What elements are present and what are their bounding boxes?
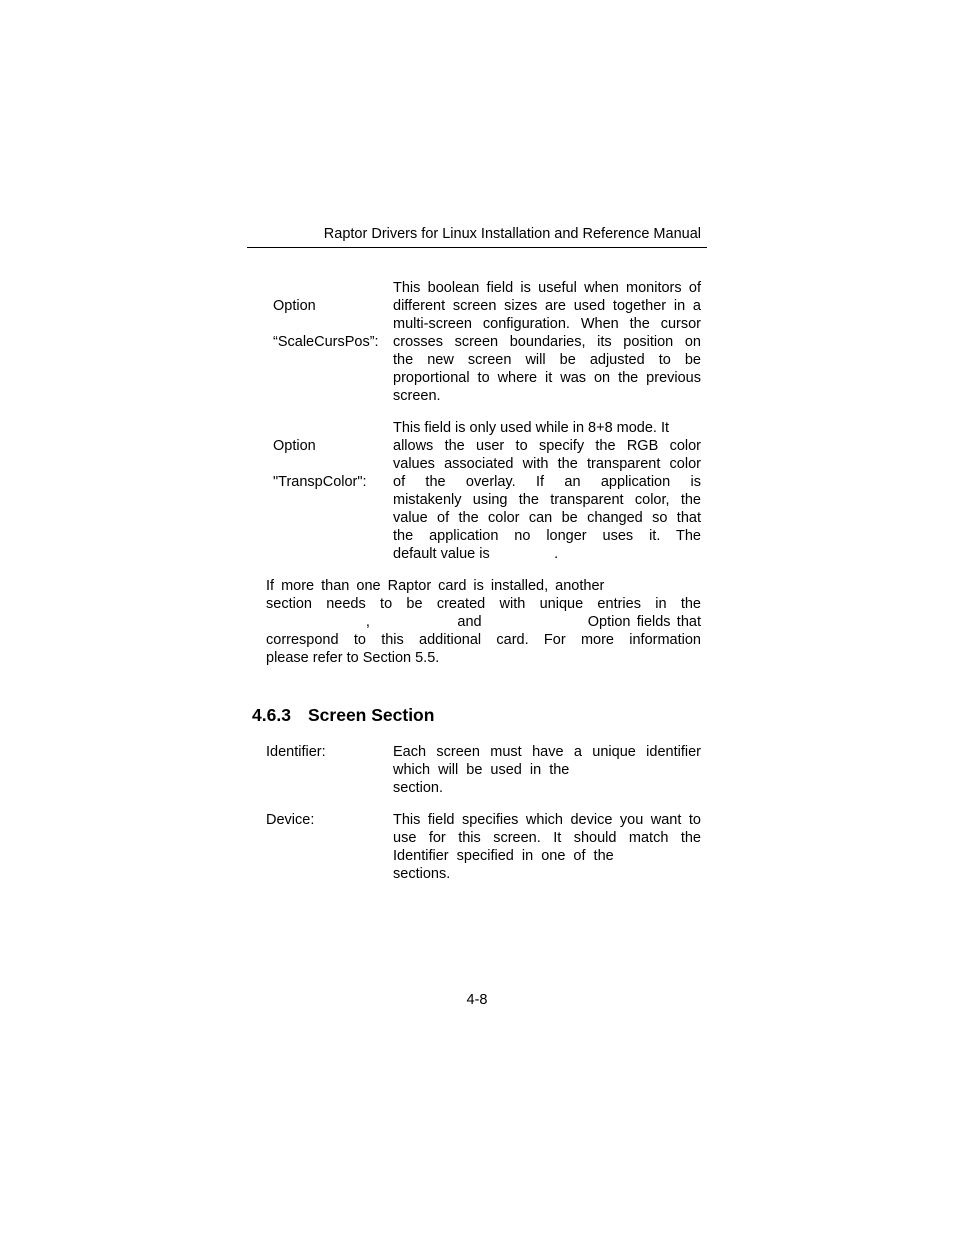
option-term-line1: Option	[273, 298, 316, 314]
description-line: use for this screen. It should match the	[393, 830, 701, 846]
description-line: default value is .	[393, 546, 559, 562]
running-header: Raptor Drivers for Linux Installation and Reference Manual	[247, 225, 707, 248]
description-line: of the overlay. If an application is	[393, 474, 701, 490]
description-line: crosses screen boundaries, its position on	[393, 334, 701, 350]
description-line: This field specifies which device you want to	[393, 812, 701, 828]
option-term	[273, 279, 379, 351]
section-number: 4.6.3	[252, 705, 291, 725]
field-description	[393, 811, 719, 883]
description-line: sections.	[393, 866, 451, 882]
description-line: which will be used in the	[393, 762, 722, 778]
field-term: Device:	[266, 812, 315, 828]
description-line: proportional to where it was on the previous	[393, 370, 701, 386]
paragraph-line: correspond to this additional card. For more information	[266, 632, 701, 648]
description-line: This field is only used while in 8+8 mode. It	[393, 420, 670, 436]
section-heading	[252, 704, 434, 726]
description-line: values associated with the transparent color	[393, 456, 701, 472]
description-line: Identifier specified in one of the	[393, 848, 719, 864]
option-term-line2: “ScaleCursPos”:	[273, 334, 379, 350]
option-term-line1: Option	[273, 438, 316, 454]
description-line: allows the user to specify the RGB color	[393, 438, 701, 454]
description-line: Each screen must have a unique identifier	[393, 744, 701, 760]
description-line: multi-screen configuration. When the cursor	[393, 316, 701, 332]
paragraph-line: section needs to be created with unique entries in the	[266, 596, 701, 612]
body-paragraph	[266, 577, 701, 667]
description-line: different screen sizes are used together in a	[393, 298, 701, 314]
description-line: value of the color can be changed so that	[393, 510, 701, 526]
field-term: Identifier:	[266, 744, 326, 760]
paragraph-line: please refer to Section 5.5.	[266, 650, 440, 666]
description-line: screen.	[393, 388, 441, 404]
field-description	[393, 743, 722, 797]
option-term-line2: "TranspColor":	[273, 474, 367, 490]
section-title: Screen Section	[308, 705, 435, 725]
description-line: section.	[393, 780, 443, 796]
description-line: the application no longer uses it. The	[393, 528, 701, 544]
option-term	[273, 419, 367, 491]
page-number: 4-8	[466, 992, 488, 1008]
description-line: the new screen will be adjusted to be	[393, 352, 701, 368]
paragraph-line: , and Option fields that	[266, 614, 701, 630]
paragraph-line: If more than one Raptor card is installed, another	[266, 578, 675, 594]
description-line: This boolean field is useful when monitors of	[393, 280, 701, 296]
description-line: mistakenly using the transparent color, the	[393, 492, 701, 508]
option-description	[393, 279, 701, 405]
option-description	[393, 419, 701, 563]
